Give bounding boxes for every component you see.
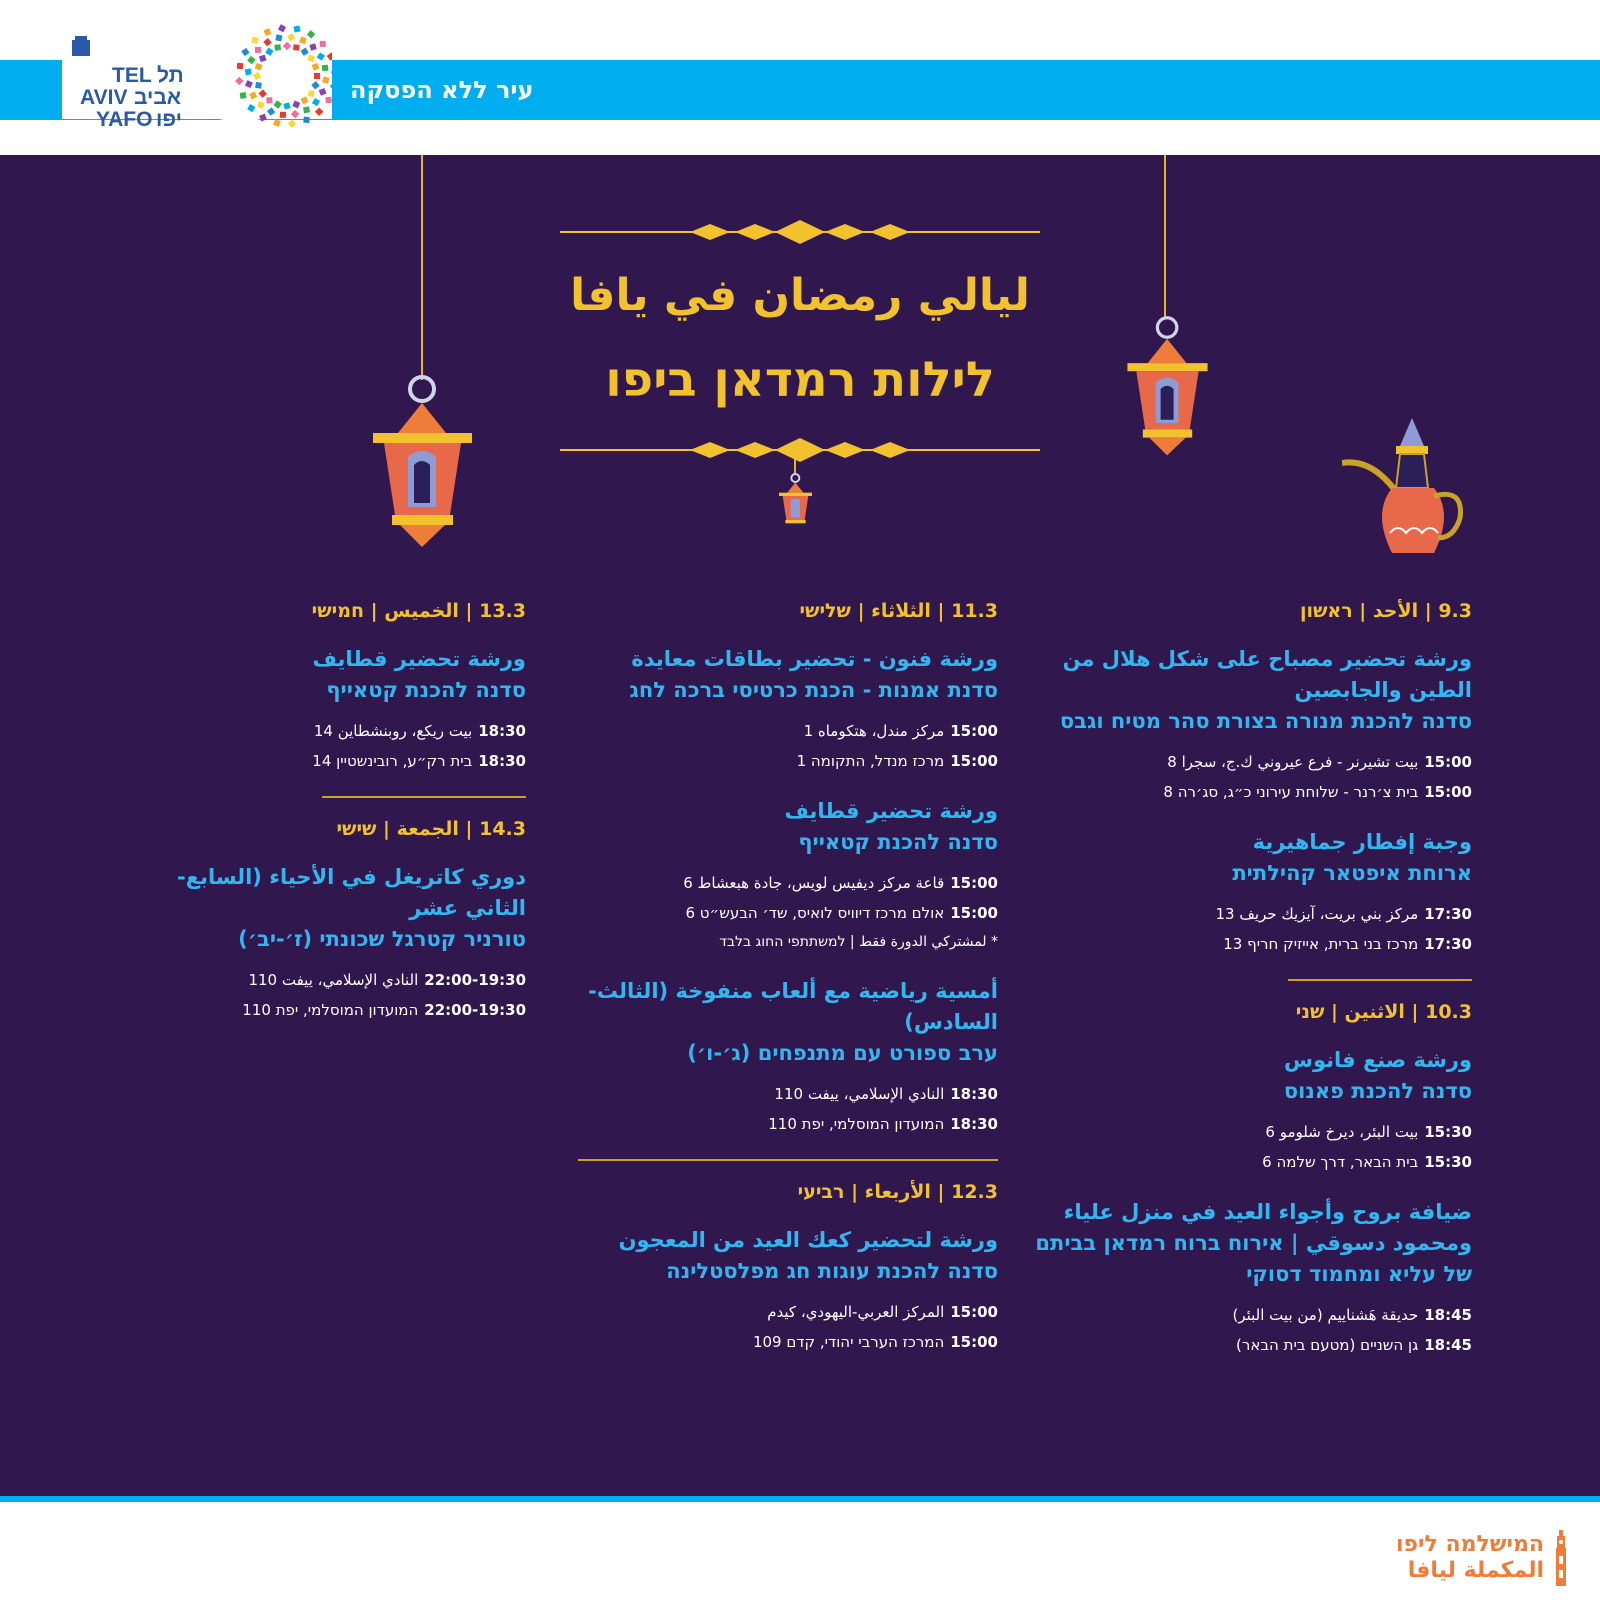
column-left [170, 598, 526, 1045]
event-title-arabic: ورشة تحضير قطايف [784, 799, 998, 823]
event-title-hebrew: ארוחת איפטאר קהילתית [1232, 861, 1472, 885]
coffee-pot-icon [1342, 418, 1472, 558]
logo-aviv-he: אביב [134, 86, 182, 109]
location-line: 18:30המועדון המוסלמי, יפת 110 [768, 1115, 998, 1133]
event-title-arabic: وجبة إفطار جماهيرية [1252, 830, 1472, 854]
day-9-3 [1010, 598, 1472, 959]
location-line: 15:00אולם מרכז דיוויס לואיס, שד׳ הבעש״ט 6 [685, 904, 998, 922]
location-line: 18:30بيت ريكع، روبنشطاين 14 [313, 722, 526, 740]
day-11-3 [578, 598, 998, 1139]
day-header: 10.3 | الاثنين | שני [1295, 1001, 1472, 1023]
ornament-bottom [560, 438, 1040, 462]
event-title-arabic: أمسية رياضية مع ألعاب منفوخة (الثالث-السادس) [588, 979, 998, 1034]
event-title-hebrew: סדנה להכנת פאנוס [1283, 1079, 1472, 1103]
location-line: 15:00بيت تشيرنر - فرع عيروني ك.ج، سجرا 8 [1167, 753, 1472, 771]
event-title-arabic: ورشة صنع فانوس [1283, 1048, 1472, 1072]
event-title-hebrew: סדנה להכנת קטאייף [326, 678, 526, 702]
event [170, 862, 526, 1025]
location-line: 22:00-19:30النادي الإسلامي، ييفت 110 [248, 971, 526, 989]
logo-tal: תל [157, 64, 184, 87]
location-line: 17:30מרכז בני ברית, אייזיק חריף 13 [1223, 935, 1472, 953]
event-title-arabic: ورشة لتحضير كعك العيد من المعجون [618, 1228, 998, 1252]
event-title-hebrew: ערב ספורט עם מתנפחים (ג׳-ו׳) [687, 1041, 998, 1065]
day-header: 14.3 | الجمعة | שישי [336, 818, 526, 840]
event-title-arabic: ورشة تحضير مصباح على شكل هلال من الطين والجابصين [1062, 647, 1472, 702]
clock-tower-icon [1554, 1530, 1568, 1586]
location-line: 18:45גן השניים (מטעם בית הבאר) [1236, 1336, 1472, 1354]
lantern-icon-left [370, 375, 475, 550]
location-line: 17:30مركز بني بريت، آيزيك حريف 13 [1215, 905, 1472, 923]
event [170, 644, 526, 776]
day-12-3 [578, 1179, 998, 1357]
location-line: 22:00-19:30המועדון המוסלמי, יפת 110 [242, 1001, 526, 1019]
event [1010, 1197, 1472, 1360]
tagline: עיר ללא הפסקה [350, 76, 534, 104]
event [1010, 827, 1472, 959]
footer-line-hebrew: המישלמה ליפו [1395, 1532, 1544, 1557]
event-title-hebrew: סדנה להכנת מנורה בצורת סהר מטיח וגבס [1059, 709, 1472, 733]
event [1010, 1045, 1472, 1177]
event [578, 644, 998, 776]
logo-aviv: AVIV [80, 86, 128, 109]
bottom-divider [0, 1496, 1600, 1502]
day-14-3 [170, 816, 526, 1025]
day-divider [578, 1159, 998, 1161]
title-block [560, 210, 1040, 470]
event [578, 976, 998, 1139]
day-10-3 [1010, 999, 1472, 1360]
event-title-hebrew: סדנה להכנת עוגות חג מפלסטלינה [666, 1259, 998, 1283]
event-title-hebrew: סדנה להכנת קטאייף [798, 830, 998, 854]
logo-yafo-he: יפו [156, 108, 182, 131]
location-line: 15:30بيت البئر، ديرخ شلومو 6 [1265, 1123, 1472, 1141]
lantern-icon-small [778, 470, 813, 535]
event [578, 796, 998, 956]
footer-logo [1308, 1528, 1568, 1590]
location-line: 15:00مركز مندل، هتكوماه 1 [803, 722, 998, 740]
ornament-top [560, 220, 1040, 244]
day-header: 13.3 | الخميس | חמישי [311, 600, 526, 622]
location-line: 15:00מרכז מנדל, התקומה 1 [796, 752, 998, 770]
day-header: 11.3 | الثلاثاء | שלישי [799, 600, 998, 622]
location-line: 15:00המרכז הערבי יהודי, קדם 109 [752, 1333, 998, 1351]
location-line: 15:00בית צ׳רנר - שלוחת עירוני כ״ג, סג׳רה 8 [1163, 783, 1472, 801]
title-arabic: ليالي رمضان في يافا [570, 270, 1030, 321]
event [1010, 644, 1472, 807]
column-right [1010, 598, 1472, 1380]
lantern-icon-right [1125, 312, 1210, 462]
location-line: 15:30בית הבאר, דרך שלמה 6 [1262, 1153, 1472, 1171]
location-line: 18:30النادي الإسلامي، ييفت 110 [774, 1085, 998, 1103]
event-title-arabic: ورشة فنون - تحضير بطاقات معايدة [631, 647, 998, 671]
event [578, 1225, 998, 1357]
column-middle [578, 598, 998, 1377]
footer-line-arabic: المكملة ليافا [1407, 1558, 1544, 1583]
day-divider [322, 796, 526, 798]
day-13-3 [170, 598, 526, 776]
logo-tel: TEL [112, 64, 152, 87]
event-title-arabic: دوري كاتريغل في الأحياء (السابع-الثاني عشر [177, 865, 526, 920]
event-title-arabic: ورشة تحضير قطايف [312, 647, 526, 671]
tel-aviv-logo [62, 14, 332, 144]
event-title-arabic: ضيافة بروح وأجواء العيد في منزل علياء ومحمود دسوقي | אירוח ברוח רמדאן בביתם של עליא ומחמוד דסוקי [1035, 1200, 1472, 1286]
location-line: 18:30בית רק״ע, רובינשטיין 14 [312, 752, 526, 770]
day-header: 12.3 | الأربعاء | רביעי [797, 1181, 998, 1203]
event-title-hebrew: טורניר קטרגל שכונתי (ז׳-יב׳) [238, 927, 526, 951]
day-header: 9.3 | الأحد | ראשון [1299, 600, 1472, 622]
location-line: 18:45حديقة هَشناييم (من بيت البئر) [1232, 1306, 1472, 1324]
title-hebrew: לילות רמדאן ביפו [605, 352, 995, 408]
event-title-hebrew: סדנת אמנות - הכנת כרטיסי ברכה לחג [629, 678, 998, 702]
event-note: * لمشتركي الدورة فقط | למשתתפי החוג בלבד [719, 934, 998, 950]
day-divider [1288, 979, 1472, 981]
logo-yafo: YAFO [96, 108, 153, 131]
location-line: 15:00المركز العربي-اليهودي، كيدم [767, 1303, 998, 1321]
location-line: 15:00قاعة مركز ديفيس لويس، جادة هبعشاط 6 [683, 874, 998, 892]
